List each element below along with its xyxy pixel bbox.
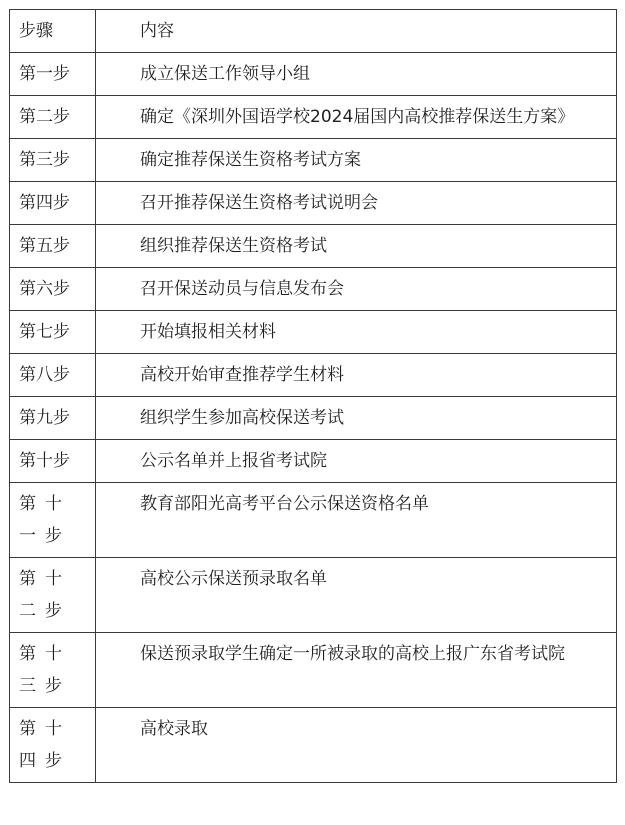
step-cell: 第二步 xyxy=(10,96,96,139)
step-cell: 第六步 xyxy=(10,268,96,311)
content-cell: 召开推荐保送生资格考试说明会 xyxy=(96,182,617,225)
table-row xyxy=(10,558,617,633)
table-row xyxy=(10,182,617,225)
table-row xyxy=(10,311,617,354)
step-cell: 第十二步 xyxy=(10,558,96,633)
table-header-row xyxy=(10,10,617,53)
step-cell: 第十一步 xyxy=(10,483,96,558)
steps-table xyxy=(9,9,617,783)
table-row xyxy=(10,483,617,558)
content-cell: 高校开始审查推荐学生材料 xyxy=(96,354,617,397)
content-cell: 召开保送动员与信息发布会 xyxy=(96,268,617,311)
content-cell: 成立保送工作领导小组 xyxy=(96,53,617,96)
table-row xyxy=(10,633,617,708)
content-cell: 组织学生参加高校保送考试 xyxy=(96,397,617,440)
table-row xyxy=(10,440,617,483)
step-cell: 第三步 xyxy=(10,139,96,182)
content-cell: 教育部阳光高考平台公示保送资格名单 xyxy=(96,483,617,558)
content-cell: 高校公示保送预录取名单 xyxy=(96,558,617,633)
table-row xyxy=(10,268,617,311)
step-cell: 第十四步 xyxy=(10,708,96,783)
content-cell: 开始填报相关材料 xyxy=(96,311,617,354)
step-cell: 第十三步 xyxy=(10,633,96,708)
table-row xyxy=(10,354,617,397)
content-cell: 确定《深圳外国语学校2024届国内高校推荐保送生方案》 xyxy=(96,96,617,139)
table-row xyxy=(10,96,617,139)
table-row xyxy=(10,53,617,96)
content-cell: 高校录取 xyxy=(96,708,617,783)
header-step-cell: 步骤 xyxy=(10,10,96,53)
table-row xyxy=(10,397,617,440)
table-row xyxy=(10,708,617,783)
step-cell: 第九步 xyxy=(10,397,96,440)
content-cell: 组织推荐保送生资格考试 xyxy=(96,225,617,268)
table-row xyxy=(10,225,617,268)
step-cell: 第一步 xyxy=(10,53,96,96)
step-cell: 第四步 xyxy=(10,182,96,225)
step-cell: 第八步 xyxy=(10,354,96,397)
step-cell: 第七步 xyxy=(10,311,96,354)
table-row xyxy=(10,139,617,182)
content-cell: 保送预录取学生确定一所被录取的高校上报广东省考试院 xyxy=(96,633,617,708)
header-content-cell: 内容 xyxy=(96,10,617,53)
step-cell: 第十步 xyxy=(10,440,96,483)
step-cell: 第五步 xyxy=(10,225,96,268)
content-cell: 确定推荐保送生资格考试方案 xyxy=(96,139,617,182)
content-cell: 公示名单并上报省考试院 xyxy=(96,440,617,483)
